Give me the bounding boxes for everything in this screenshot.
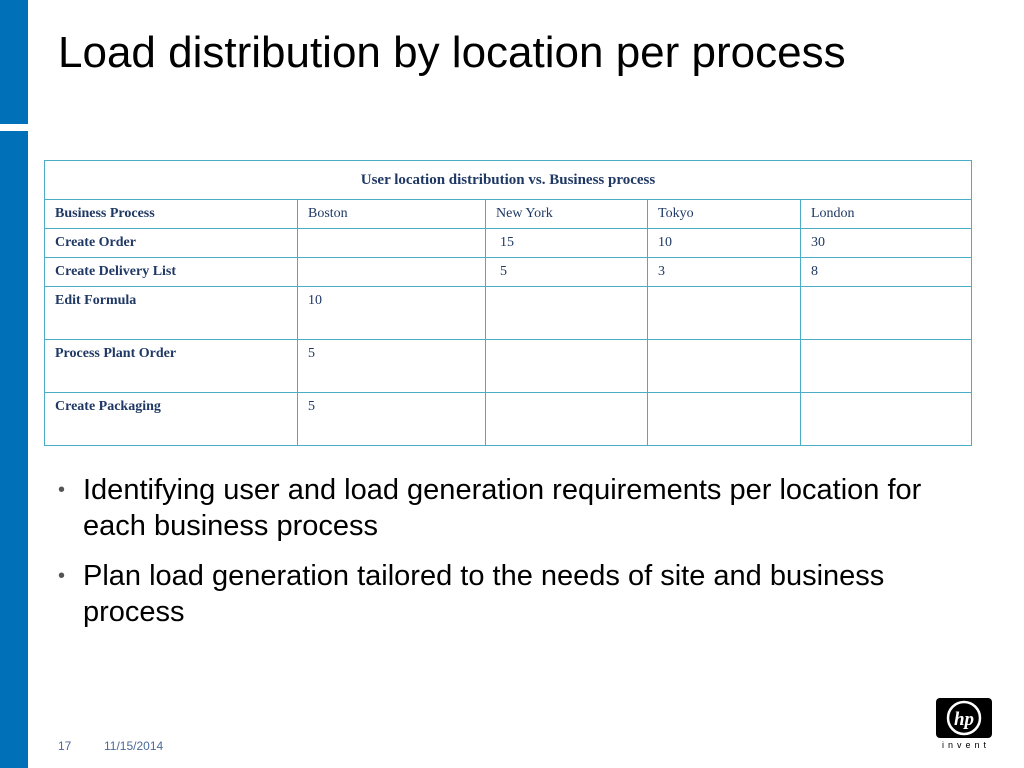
hp-logo-brand: hp [953,709,975,730]
london-cell: 30 [801,229,972,258]
bullet-item [58,472,938,544]
table-caption: User location distribution vs. Business process [45,161,972,200]
new-york-cell [486,340,648,393]
new-york-cell [486,287,648,340]
tokyo-cell [648,393,801,446]
london-cell [801,340,972,393]
page-number: 17 [58,739,72,753]
boston-cell [298,229,486,258]
new-york-cell: 15 [486,229,648,258]
process-name-cell: Edit Formula [45,287,298,340]
boston-cell: 5 [298,393,486,446]
london-cell [801,393,972,446]
side-accent-notch [0,124,28,131]
hp-logo-tagline: invent [941,740,991,750]
boston-cell: 10 [298,287,486,340]
slide-title: Load distribution by location per process [58,28,846,77]
boston-cell: 5 [298,340,486,393]
table-row [45,229,972,258]
header-tokyo: Tokyo [648,200,801,229]
process-name-cell: Create Packaging [45,393,298,446]
header-business-process: Business Process [45,200,298,229]
hp-logo-glyph [936,698,992,738]
bullet-dot-icon: • [58,565,66,587]
london-cell [801,287,972,340]
bullet-text: Plan load generation tailored to the needs of site and business process [83,560,885,628]
tokyo-cell [648,340,801,393]
bullet-text: Identifying user and load generation requirements per location for each business process [83,474,922,542]
process-name-cell: Create Delivery List [45,258,298,287]
london-cell: 8 [801,258,972,287]
hp-logo-mark [936,698,992,738]
table-row [45,287,972,340]
table-row [45,393,972,446]
process-name-cell: Create Order [45,229,298,258]
table-header-row [45,200,972,229]
distribution-table [44,160,972,446]
side-accent-bar-bottom [0,131,28,768]
boston-cell [298,258,486,287]
tokyo-cell: 3 [648,258,801,287]
bullet-dot-icon: • [58,479,66,501]
header-boston: Boston [298,200,486,229]
bullet-list [58,472,938,644]
footer-date: 11/15/2014 [104,739,164,753]
process-name-cell: Process Plant Order [45,340,298,393]
tokyo-cell: 10 [648,229,801,258]
header-london: London [801,200,972,229]
header-new-york: New York [486,200,648,229]
new-york-cell [486,393,648,446]
table-row [45,258,972,287]
hp-logo-icon [934,698,998,756]
table-row [45,340,972,393]
tokyo-cell [648,287,801,340]
side-accent-bar-top [0,0,28,124]
bullet-item [58,558,938,630]
new-york-cell: 5 [486,258,648,287]
